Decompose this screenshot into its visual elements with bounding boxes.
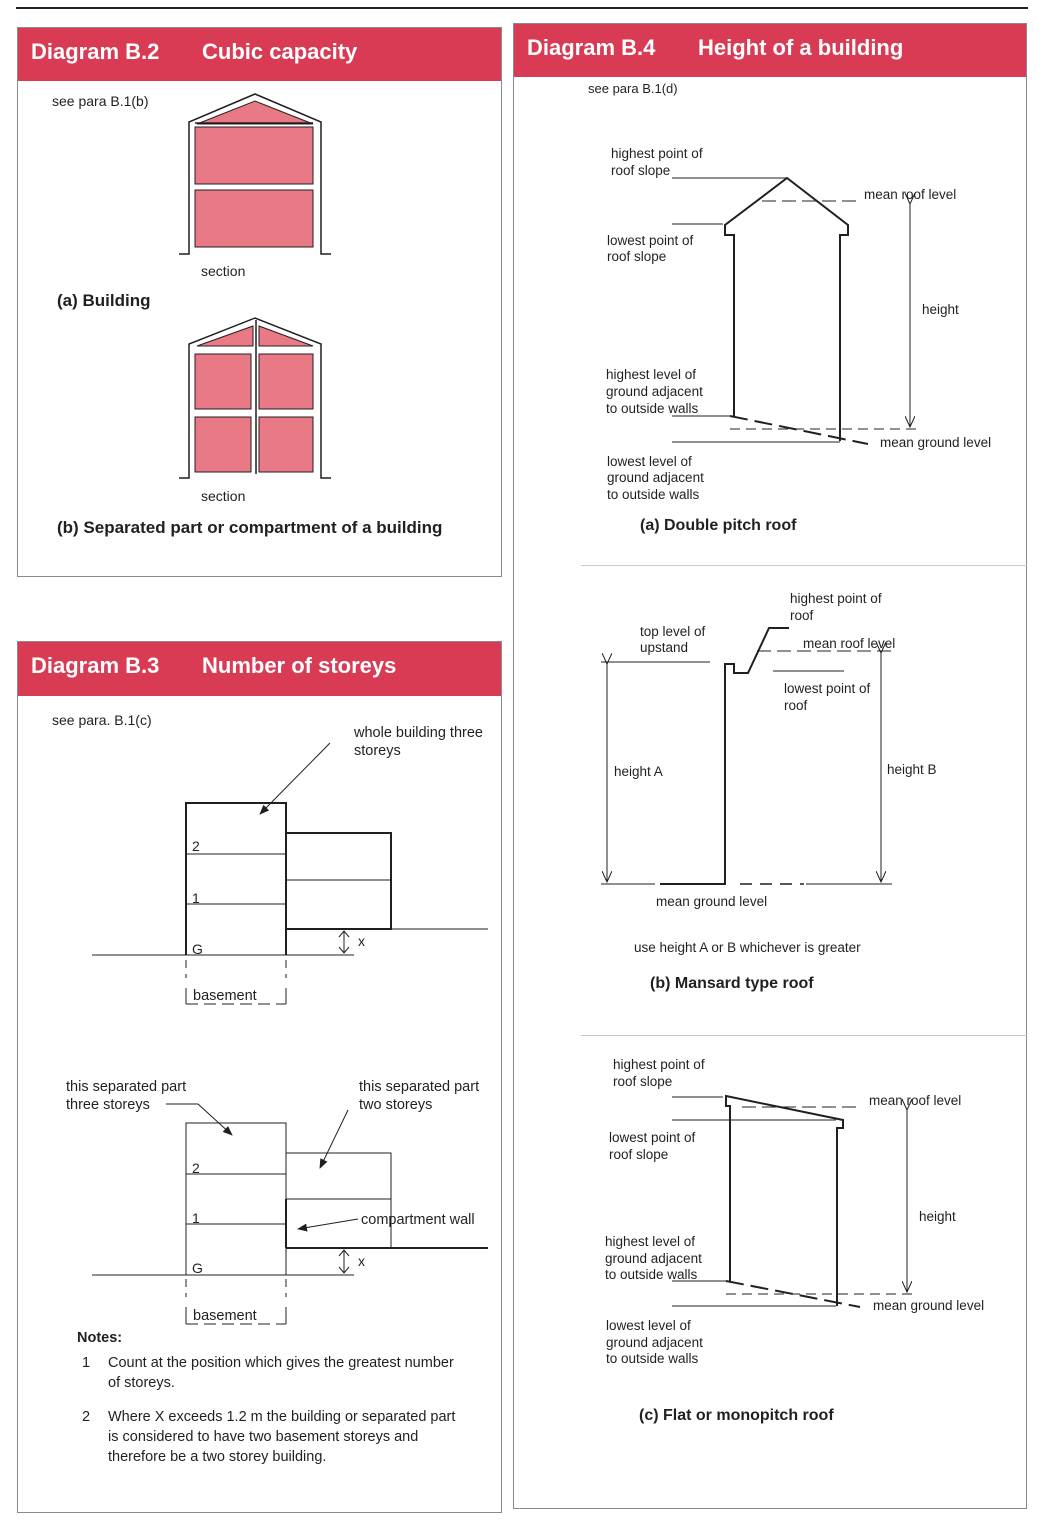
top-x: x xyxy=(358,933,365,949)
top-floor-2: 2 xyxy=(192,838,200,854)
c-highest-point-1: highest point of xyxy=(613,1057,705,1072)
top-basement: basement xyxy=(193,988,257,1004)
b-mean-ground-level: mean ground level xyxy=(656,894,768,909)
a-mean-ground-level: mean ground level xyxy=(880,435,992,450)
a-highest-point-1: highest point of xyxy=(611,146,703,161)
a-lowest-ground-2: ground adjacent xyxy=(607,470,704,485)
b-top-upstand-2: upstand xyxy=(640,640,689,655)
b-highest-point-1: highest point of xyxy=(790,591,882,606)
diagram-b4-caption-c: (c) Flat or monopitch roof xyxy=(639,1407,834,1424)
bottom-basement: basement xyxy=(193,1308,257,1324)
diagram-b3-panel xyxy=(17,641,502,1513)
roof-fill-a xyxy=(197,101,313,124)
c-highest-ground-1: highest level of xyxy=(605,1234,696,1249)
note-2-text: Where X exceeds 1.2 m the building or separated part is considered to have two basement storeys and therefore be a two storey building. xyxy=(108,1409,456,1465)
building-b-section xyxy=(195,326,313,472)
diagram-b4-number: Diagram B.4 xyxy=(527,35,656,60)
diagram-b3-title: Number of storeys xyxy=(202,653,397,678)
a-lowest-ground-3: to outside walls xyxy=(607,487,700,502)
b-lowest-point-1: lowest point of xyxy=(784,681,871,696)
roof-fill-b-left xyxy=(197,326,253,346)
diagram-b4-drawing xyxy=(514,24,1028,1510)
monopitch-roof-drawing xyxy=(672,1096,913,1307)
a-highest-point-2: roof slope xyxy=(611,163,671,178)
b-top-upstand-1: top level of xyxy=(640,624,706,639)
c-highest-ground-2: ground adjacent xyxy=(605,1251,702,1266)
whole-building-line2: storeys xyxy=(354,743,401,759)
c-lowest-ground-3: to outside walls xyxy=(606,1351,699,1366)
separated-two-line2: two storeys xyxy=(359,1097,433,1113)
upper-floor-fill-a xyxy=(195,127,313,184)
diagram-b4-title: Height of a building xyxy=(698,35,904,60)
diagram-b4-panel xyxy=(513,23,1027,1509)
c-lowest-point-2: roof slope xyxy=(609,1147,669,1162)
a-highest-ground-1: highest level of xyxy=(606,367,697,382)
diagram-b2-panel xyxy=(17,27,502,577)
diagram-b2-section-a: section xyxy=(201,263,246,279)
b-use-height: use height A or B whichever is greater xyxy=(634,940,861,955)
a-highest-ground-3: to outside walls xyxy=(606,401,699,416)
bottom-floor-g: G xyxy=(192,1260,203,1276)
c-mean-roof-level: mean roof level xyxy=(869,1093,962,1108)
page-top-rule xyxy=(16,7,1028,9)
diagram-b2-section-b: section xyxy=(201,488,246,504)
fill-b-1 xyxy=(195,354,251,409)
a-height: height xyxy=(922,302,959,317)
note-1-number: 1 xyxy=(82,1355,91,1371)
b-height-b: height B xyxy=(887,762,937,777)
storeys-top-drawing xyxy=(92,743,488,1004)
a-lowest-point-1: lowest point of xyxy=(607,233,694,248)
diagram-b2-number: Diagram B.2 xyxy=(31,39,160,64)
diagram-b2-title: Cubic capacity xyxy=(202,39,358,64)
diagram-b4-caption-a: (a) Double pitch roof xyxy=(640,517,797,534)
bottom-floor-2: 2 xyxy=(192,1160,200,1176)
c-height: height xyxy=(919,1209,956,1224)
diagram-b2-caption-a: (a) Building xyxy=(57,291,151,310)
diagram-b3-notes xyxy=(77,1328,467,1481)
roof-fill-b-right xyxy=(259,326,313,346)
note-2-number: 2 xyxy=(82,1409,91,1425)
c-highest-ground-3: to outside walls xyxy=(605,1267,698,1282)
notes-title: Notes: xyxy=(77,1330,123,1346)
top-floor-1: 1 xyxy=(192,890,200,906)
diagram-b2-see: see para B.1(b) xyxy=(52,93,149,109)
whole-building-line1: whole building three xyxy=(354,725,483,741)
top-floor-g: G xyxy=(192,941,203,957)
bottom-x: x xyxy=(358,1253,365,1269)
c-mean-ground-level: mean ground level xyxy=(873,1298,985,1313)
a-highest-ground-2: ground adjacent xyxy=(606,384,703,399)
c-lowest-ground-1: lowest level of xyxy=(606,1318,691,1333)
separated-three-line1: this separated part xyxy=(66,1079,187,1095)
bottom-floor-1: 1 xyxy=(192,1210,200,1226)
note-1 xyxy=(77,1353,467,1393)
c-lowest-point-1: lowest point of xyxy=(609,1130,696,1145)
fill-b-3 xyxy=(195,417,251,472)
separated-two-line1: this separated part xyxy=(359,1079,480,1095)
diagram-b4-caption-b: (b) Mansard type roof xyxy=(650,975,814,992)
lower-floor-fill-a xyxy=(195,190,313,247)
separated-three-line2: three storeys xyxy=(66,1097,150,1113)
a-mean-roof-level: mean roof level xyxy=(864,187,957,202)
diagram-b3-number: Diagram B.3 xyxy=(31,653,160,678)
mansard-roof-drawing xyxy=(601,628,892,884)
note-1-text: Count at the position which gives the greatest number of storeys. xyxy=(108,1355,454,1391)
b-lowest-point-2: roof xyxy=(784,698,808,713)
a-lowest-ground-1: lowest level of xyxy=(607,454,692,469)
compartment-wall-label: compartment wall xyxy=(361,1212,475,1228)
b-highest-point-2: roof xyxy=(790,608,814,623)
b-mean-roof-level: mean roof level xyxy=(803,636,896,651)
b-height-a: height A xyxy=(614,764,663,779)
diagram-b3-see: see para. B.1(c) xyxy=(52,712,152,728)
note-2 xyxy=(77,1407,467,1467)
fill-b-4 xyxy=(259,417,313,472)
c-highest-point-2: roof slope xyxy=(613,1074,673,1089)
double-pitch-roof-drawing xyxy=(672,178,920,444)
fill-b-2 xyxy=(259,354,313,409)
c-lowest-ground-2: ground adjacent xyxy=(606,1335,703,1350)
diagram-b2-caption-b: (b) Separated part or compartment of a building xyxy=(57,518,443,537)
diagram-b4-see: see para B.1(d) xyxy=(588,81,678,96)
a-lowest-point-2: roof slope xyxy=(607,249,667,264)
